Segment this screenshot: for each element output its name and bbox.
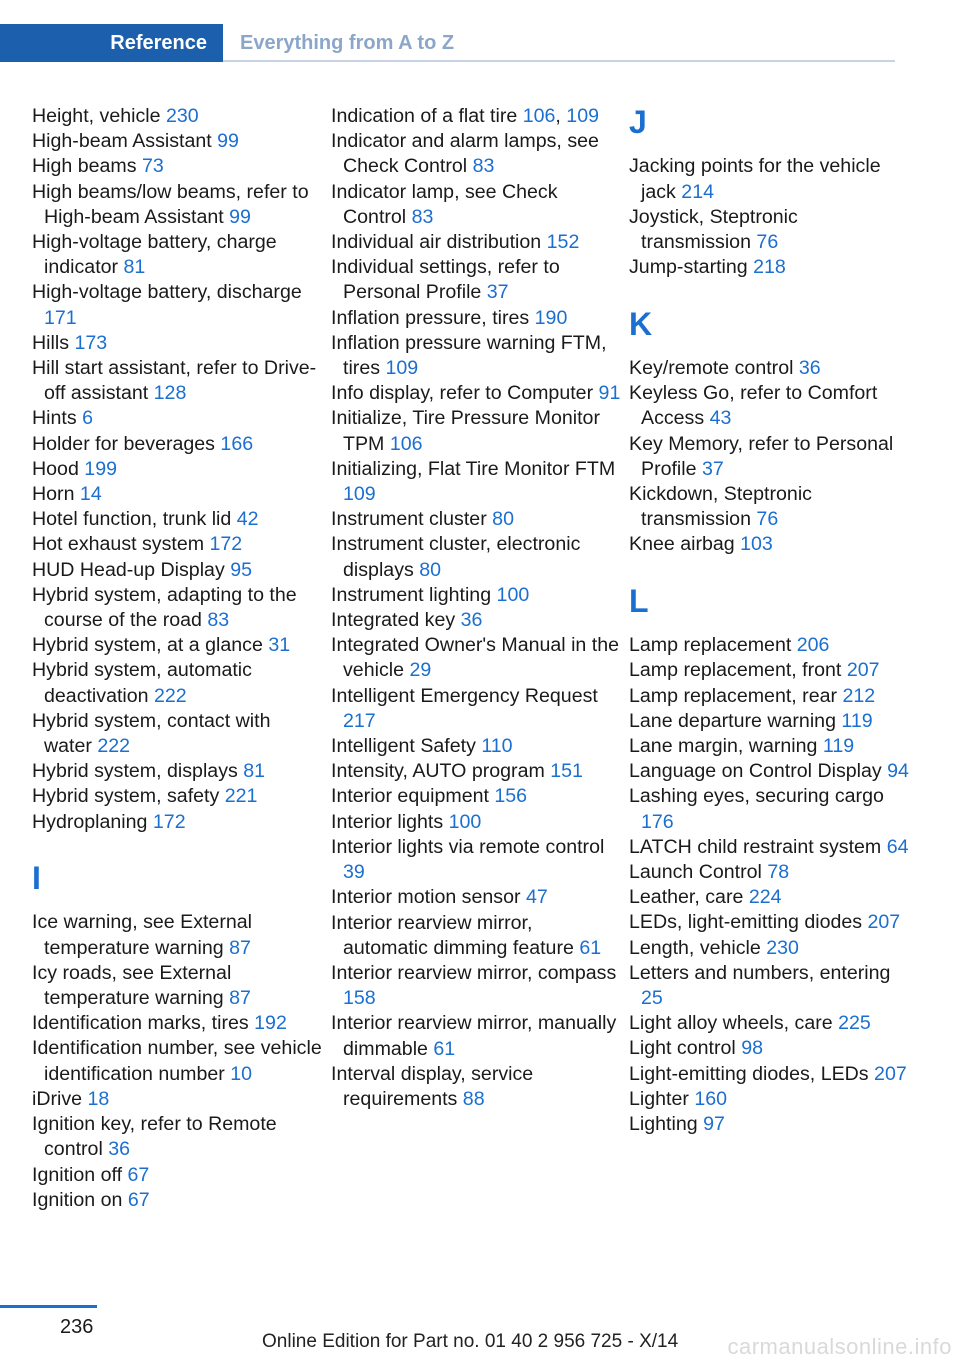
index-entry: [32, 1036, 322, 1086]
page-reference-link[interactable]: 61: [433, 1037, 456, 1060]
index-entry-term: LATCH child restraint system: [629, 835, 887, 858]
index-entry-term: Individual settings, refer to Personal Profile: [331, 256, 560, 304]
index-entry: [32, 432, 322, 457]
index-letter-heading: K: [629, 305, 653, 342]
page-reference-link[interactable]: 217: [343, 709, 376, 732]
index-entry: [32, 1112, 322, 1162]
index-entry: Indication of a flat tire 106, 109: [331, 105, 599, 127]
index-entry-term: Launch Control: [629, 861, 768, 884]
index-entry-term: High-beam Assistant: [32, 130, 218, 153]
page-reference-link[interactable]: 106: [522, 105, 556, 127]
page-reference-link[interactable]: 99: [217, 130, 239, 153]
page-reference-link[interactable]: 98: [741, 1037, 763, 1060]
index-entry: [629, 1036, 909, 1061]
page-reference-link[interactable]: 81: [243, 760, 266, 783]
index-letter-heading: I: [32, 860, 41, 897]
index-entry-term: Holder for beverages: [32, 432, 221, 455]
index-entry-term: Intelligent Emergency Request: [331, 684, 598, 707]
index-entry-term: Interior lights via remote control: [331, 835, 605, 858]
index-entry-term: Hood: [32, 457, 85, 480]
index-entry: [331, 885, 621, 910]
index-entry-term: Ice warning, see External temperature warning: [32, 911, 252, 959]
page-reference-link[interactable]: 172: [209, 533, 243, 556]
page-reference-link[interactable]: 172: [152, 810, 186, 833]
index-entry: [32, 482, 322, 507]
page-reference-link[interactable]: 87: [229, 987, 251, 1010]
index-column-3: [629, 104, 909, 1137]
watermark: carmanualsonline.info: [727, 1334, 952, 1359]
page-reference-link[interactable]: 81: [123, 256, 146, 279]
index-letter-heading: J: [629, 104, 647, 140]
page-reference-link[interactable]: 151: [550, 760, 583, 783]
index-entry: [629, 1062, 909, 1087]
index-entry-term: Interior lights: [331, 810, 449, 833]
page-reference-link[interactable]: 42: [236, 508, 259, 531]
index-entry-term: Inflation pressure, tires: [331, 306, 535, 329]
index-entry-term: Leather, care: [629, 886, 749, 909]
index-entry: [331, 608, 621, 633]
index-entry: [32, 532, 322, 557]
index-entry-term: Light control: [629, 1037, 742, 1060]
index-entry: [331, 230, 621, 255]
index-entry-term: Interior rearview mirror, automatic dimming feature: [331, 911, 580, 959]
page-reference-link[interactable]: 171: [44, 306, 77, 329]
index-entry: [32, 810, 322, 835]
page-reference-link[interactable]: 91: [598, 382, 621, 405]
index-entry-term: Language on Control Display: [629, 760, 888, 783]
page-reference-link[interactable]: 190: [534, 306, 568, 329]
index-entry: [32, 658, 322, 708]
index-entry-term: Hints: [32, 407, 83, 430]
index-entry-term: Initializing, Flat Tire Monitor FTM: [331, 457, 616, 480]
index-entry-term: Info display, refer to Computer: [331, 382, 599, 405]
page-reference-link[interactable]: 230: [165, 105, 199, 127]
page-reference-link[interactable]: 109: [343, 483, 376, 506]
page-reference-link[interactable]: 103: [740, 533, 773, 556]
page-reference-link[interactable]: 39: [343, 861, 365, 884]
index-entry: [32, 104, 322, 129]
index-entry-term: Joystick, Steptronic transmission: [629, 205, 798, 253]
index-entry: [331, 306, 621, 331]
page-reference-link[interactable]: 47: [525, 886, 548, 909]
page-reference-link[interactable]: 61: [579, 936, 602, 959]
page-reference-link[interactable]: 73: [142, 155, 164, 178]
page-reference-link[interactable]: 128: [153, 382, 187, 405]
page-reference-link[interactable]: 25: [641, 987, 663, 1010]
page-reference-link[interactable]: 176: [641, 810, 674, 833]
index-entry: [331, 507, 621, 532]
index-entry: [629, 205, 909, 255]
index-entry-term: Kickdown, Steptronic transmission: [629, 483, 812, 531]
page-reference-link[interactable]: 166: [220, 432, 254, 455]
page-reference-link[interactable]: 94: [887, 760, 909, 783]
index-entry: [629, 255, 909, 280]
index-entry-term: Letters and numbers, entering: [629, 961, 891, 984]
page-reference-link[interactable]: 214: [681, 180, 714, 203]
page-reference-link[interactable]: 37: [486, 281, 509, 304]
index-entry: [32, 583, 322, 633]
index-entry-term: Lamp replacement, rear: [629, 684, 843, 707]
index-entry-term: Height, vehicle: [32, 105, 166, 127]
index-entry-term: Individual air distribution: [331, 231, 547, 254]
page-reference-link[interactable]: 106: [389, 432, 423, 455]
index-column-2: [331, 104, 621, 1112]
index-entry: [32, 457, 322, 482]
index-entry-term: Lashing eyes, securing cargo: [629, 785, 884, 808]
index-entry: [32, 154, 322, 179]
index-entry: [331, 406, 621, 456]
index-entry: [629, 532, 909, 557]
page-reference-link[interactable]: 224: [748, 886, 782, 909]
index-entry: [331, 961, 621, 1011]
page-reference-link[interactable]: 110: [481, 735, 513, 758]
page-reference-link[interactable]: 67: [127, 1188, 150, 1211]
index-entry-term: Instrument cluster: [331, 508, 493, 531]
index-entry-term: Hills: [32, 331, 75, 354]
index-entry: [629, 684, 909, 709]
footer-rule: [0, 1305, 97, 1308]
index-entry-term: High beams/low beams, refer to High-beam Assistant: [32, 180, 309, 228]
index-entry: [331, 583, 621, 608]
index-entry-term: Indicator and alarm lamps, see Check Control: [331, 130, 599, 178]
page-reference-link[interactable]: 221: [224, 785, 258, 808]
index-entry-term: Identification number, see vehicle identification number: [32, 1037, 322, 1085]
index-entry: [32, 1188, 322, 1213]
page-reference-link[interactable]: 119: [841, 709, 873, 732]
index-entry: [32, 356, 322, 406]
index-entry-term: Interior rearview mirror, compass: [331, 961, 617, 984]
index-entry: [629, 885, 909, 910]
page-reference-link[interactable]: 192: [254, 1012, 287, 1035]
index-entry: [629, 759, 909, 784]
page-reference-link[interactable]: 95: [230, 558, 252, 581]
index-entry-term: Indicator lamp, see Check Control: [331, 180, 558, 228]
index-entry: [331, 734, 621, 759]
page-reference-link[interactable]: 158: [343, 987, 376, 1010]
page-number: 236: [60, 1316, 94, 1338]
index-entry-term: LEDs, light-emitting diodes: [629, 911, 868, 934]
index-entry: [32, 633, 322, 658]
page-reference-link[interactable]: 6: [82, 407, 93, 430]
index-entry: [331, 129, 621, 179]
index-entry-term: Hot exhaust system: [32, 533, 210, 556]
page-reference-link[interactable]: 29: [409, 659, 432, 682]
index-entry-term: Inflation pressure warning FTM, tires: [331, 331, 607, 380]
page-reference-link[interactable]: 207: [846, 659, 880, 682]
index-entry-term: Hybrid system, automatic deactivation: [32, 659, 252, 707]
page-reference-link[interactable]: 225: [838, 1012, 871, 1035]
page-reference-link[interactable]: 152: [546, 231, 580, 254]
page-reference-link[interactable]: 36: [798, 356, 821, 379]
index-entry: [629, 910, 909, 935]
index-entry-term: Hotel function, trunk lid: [32, 508, 237, 531]
page-reference-link[interactable]: 199: [84, 457, 117, 480]
page-reference-link[interactable]: 222: [97, 735, 131, 758]
index-entry-term: Horn: [32, 483, 80, 506]
index-entry: [32, 709, 322, 759]
index-entry: [629, 1112, 909, 1137]
page-reference-link[interactable]: 100: [448, 810, 482, 833]
page-reference-link[interactable]: 99: [229, 205, 251, 228]
index-entry: [629, 381, 909, 431]
index-entry-term: Light-emitting diodes, LEDs: [629, 1062, 875, 1085]
index-entry-term: Interior equipment: [331, 785, 495, 808]
index-entry-term: Interval display, service requirements: [331, 1062, 534, 1110]
index-entry-term: Lighting: [629, 1113, 704, 1136]
index-entry-term: Jump-starting: [629, 256, 754, 279]
index-entry: [331, 331, 621, 381]
page-reference-link[interactable]: 83: [207, 609, 230, 632]
page-reference-link[interactable]: 78: [767, 861, 790, 884]
page-reference-link[interactable]: 36: [108, 1138, 131, 1161]
index-entry-term: Length, vehicle: [629, 936, 767, 959]
section-gap: [32, 835, 322, 860]
page-reference-link[interactable]: 36: [460, 609, 483, 632]
index-entry: [32, 1163, 322, 1188]
page-reference-link[interactable]: 97: [703, 1113, 725, 1136]
index-entry-term: Hybrid system, contact with water: [32, 709, 271, 758]
index-letter-heading: L: [629, 582, 649, 619]
page-reference-link[interactable]: 80: [419, 558, 442, 581]
index-entry: [32, 507, 322, 532]
page-reference-link[interactable]: 83: [472, 155, 495, 178]
index-entry: [32, 180, 322, 230]
index-entry-term: Key/remote control: [629, 356, 799, 379]
page-reference-link[interactable]: 222: [154, 684, 187, 707]
index-entry-term: Integrated key: [331, 609, 461, 632]
index-entry: [629, 835, 909, 860]
index-entry-term: Hybrid system, displays: [32, 760, 244, 783]
page-reference-link[interactable]: 207: [874, 1062, 907, 1085]
index-entry: [32, 230, 322, 280]
index-entry: [32, 1011, 322, 1036]
index-entry: [331, 381, 621, 406]
index-entry-term: Ignition key, refer to Remote control: [32, 1113, 277, 1161]
index-entry-term: High-voltage battery, charge indicator: [32, 231, 277, 279]
index-entry-term: High beams: [32, 155, 142, 178]
page-reference-link[interactable]: 10: [230, 1062, 253, 1085]
page-reference-link[interactable]: 173: [74, 331, 108, 354]
index-entry: [331, 759, 621, 784]
page-reference-link[interactable]: 87: [229, 936, 251, 959]
index-entry: [629, 961, 909, 1011]
index-entry: [32, 784, 322, 809]
index-entry: [629, 154, 909, 204]
index-entry: [32, 910, 322, 960]
section-tab-a-to-z[interactable]: Everything from A to Z: [240, 32, 455, 54]
index-entry-term: Instrument lighting: [331, 583, 497, 606]
index-entry-term: Intelligent Safety: [331, 735, 482, 758]
page-reference-link[interactable]: 76: [756, 508, 779, 531]
index-entry-term: Lamp replacement, front: [629, 659, 847, 682]
index-entry: [32, 331, 322, 356]
section-gap: [629, 280, 909, 305]
index-entry: [331, 810, 621, 835]
index-entry-term: Initialize, Tire Pressure Monitor TPM: [331, 407, 600, 455]
index-entry-term: Interior rearview mirror, manually dimmable: [331, 1012, 617, 1060]
page-reference-link[interactable]: 80: [492, 508, 514, 531]
index-entry: [331, 1011, 621, 1061]
index-entry: [629, 482, 909, 532]
index-entry: [629, 658, 909, 683]
page-reference-link[interactable]: 156: [494, 785, 528, 808]
section-gap: [629, 558, 909, 583]
index-entry-term: Lane departure warning: [629, 709, 842, 732]
index-entry-term: Lane margin, warning: [629, 735, 823, 757]
page-reference-link[interactable]: 14: [79, 483, 102, 506]
index-entry: [331, 1062, 621, 1112]
index-entry: [629, 1087, 909, 1112]
index-entry: [331, 180, 621, 230]
index-entry: [32, 558, 322, 583]
index-entry: [32, 1087, 322, 1112]
index-entry: [32, 759, 322, 784]
page-reference-link[interactable]: 67: [127, 1163, 150, 1186]
page-reference-link[interactable]: 218: [753, 256, 786, 279]
index-entry-term: Hybrid system, at a glance: [32, 634, 269, 657]
index-entry: [331, 684, 621, 734]
index-entry: [629, 709, 909, 734]
index-entry: [331, 532, 621, 582]
index-entry-term: Indication of a flat tire: [331, 105, 523, 127]
page-reference-link[interactable]: 119: [822, 735, 855, 757]
index-entry: [629, 734, 909, 759]
index-entry-term: Icy roads, see External temperature warning: [32, 961, 232, 1010]
page-reference-link[interactable]: 109: [385, 357, 419, 380]
page-reference-link[interactable]: 64: [886, 835, 909, 858]
page-reference-link[interactable]: 160: [694, 1087, 728, 1110]
index-entry-term: Jacking points for the vehicle jack: [629, 155, 881, 203]
index-entry-term: Light alloy wheels, care: [629, 1012, 839, 1035]
index-entry: [629, 784, 909, 834]
index-entry: [629, 356, 909, 381]
index-entry: [629, 1011, 909, 1036]
page-reference-link[interactable]: 109: [566, 105, 599, 127]
index-entry: [629, 936, 909, 961]
index-entry-term: Interior motion sensor: [331, 886, 526, 909]
page-reference-link[interactable]: 76: [756, 231, 779, 253]
index-entry: [331, 911, 621, 961]
index-entry: [331, 633, 621, 683]
edition-note: Online Edition for Part no. 01 40 2 956 725 - X/14: [262, 1331, 679, 1352]
index-column-1: [32, 104, 322, 1213]
index-entry: [331, 255, 621, 305]
page-reference-link[interactable]: 83: [411, 205, 434, 228]
index-entry-term: Lamp replacement: [629, 634, 797, 657]
page-header: [0, 24, 895, 62]
index-entry: [32, 961, 322, 1011]
index-entry: [629, 860, 909, 885]
index-entry-term: Hill start assistant, refer to Drive-off assistant: [32, 357, 317, 405]
index-entry-term: Integrated Owner's Manual in the vehicle: [331, 634, 620, 682]
index-entry: [32, 280, 322, 330]
page-reference-link[interactable]: 88: [462, 1087, 485, 1110]
index-entry: [32, 406, 322, 431]
index-entry-term: Key Memory, refer to Personal Profile: [629, 432, 894, 480]
page-reference-link[interactable]: 230: [766, 936, 799, 959]
index-entry-term: Knee airbag: [629, 533, 741, 556]
page-reference-link[interactable]: 37: [701, 457, 724, 480]
page-reference-link[interactable]: 100: [496, 583, 530, 606]
index-entry-term: Hybrid system, adapting to the course of the road: [32, 583, 297, 632]
index-entry-term: Ignition off: [32, 1163, 128, 1186]
page-reference-link[interactable]: 207: [867, 911, 901, 934]
index-entry: [629, 633, 909, 658]
index-entry-term: Keyless Go, refer to Comfort Access: [629, 382, 878, 430]
index-entry-term: Hybrid system, safety: [32, 785, 225, 808]
page-reference-link[interactable]: 31: [268, 634, 291, 657]
page-reference-link[interactable]: 212: [842, 684, 876, 707]
page-reference-link[interactable]: 18: [87, 1087, 110, 1110]
index-entry: [32, 129, 322, 154]
index-entry: [331, 835, 621, 885]
index-entry-term: Identification marks, tires: [32, 1012, 255, 1035]
index-entry-term: Lighter: [629, 1087, 695, 1110]
index-entry-term: Instrument cluster, electronic displays: [331, 533, 581, 581]
index-entry-term: HUD Head-up Display: [32, 558, 231, 581]
page-reference-link[interactable]: 206: [796, 634, 830, 657]
index-entry: [331, 457, 621, 507]
index-entry-term: Intensity, AUTO program: [331, 760, 551, 783]
index-entry-term: Hydroplaning: [32, 810, 153, 833]
index-entry-term: Ignition on: [32, 1188, 128, 1211]
index-entry-term: iDrive: [32, 1087, 88, 1110]
section-tab-reference[interactable]: Reference: [0, 24, 223, 62]
index-entry-term: High-voltage battery, discharge: [32, 281, 302, 304]
index-entry: [331, 784, 621, 809]
index-entry: [629, 432, 909, 482]
page-reference-link[interactable]: 43: [709, 407, 732, 430]
